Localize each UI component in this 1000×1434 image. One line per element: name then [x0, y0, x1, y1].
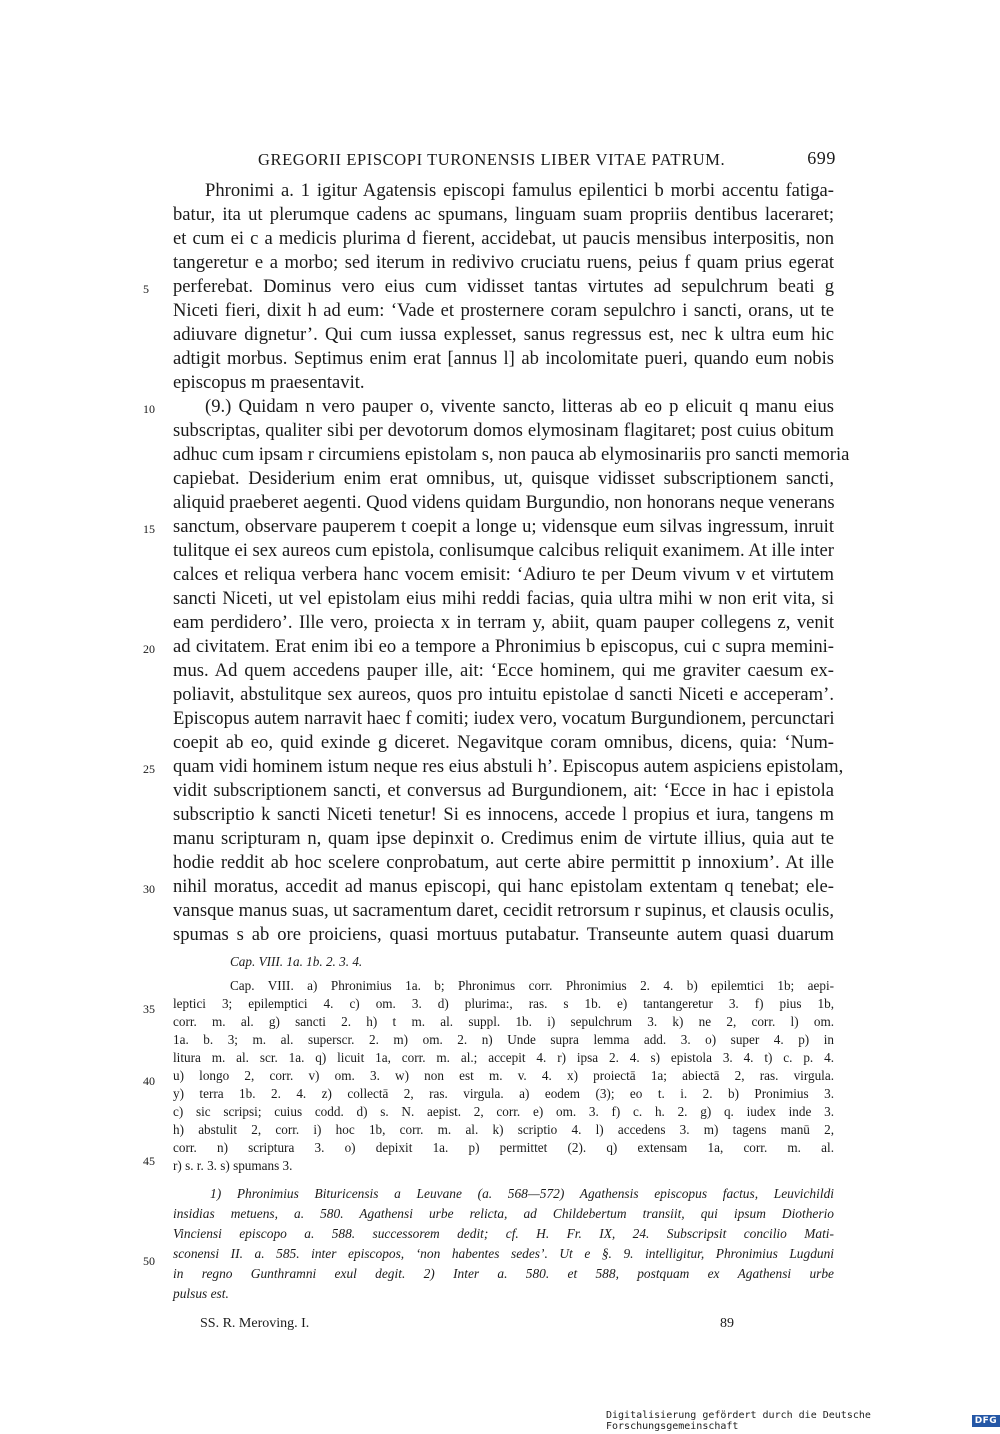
text-line: vidit subscriptionem sancti, et conversus ad Burgundionem, ait: ‘Ecce in hac i epistola: [173, 780, 834, 801]
line-number: 40: [143, 1074, 155, 1088]
text-line: mus. Ad quem accedens pauper ille, ait: ‘Ecce hominem, qui me graviter caesum ex-: [173, 660, 834, 681]
line-number: 45: [143, 1154, 155, 1168]
line-number: 30: [143, 882, 155, 896]
apparatus-line: r) s. r. 3. s) spumans 3.: [173, 1158, 293, 1173]
text-line: Niceti fieri, dixit h ad eum: ‘Vade et prosternere coram sepulchro i sancti, orans, ut te: [173, 300, 834, 321]
apparatus-line: 1a. b. 3; m. al. superscr. 2. m) om. 2. n) Unde supra lemma add. 3. o) super 4. p) in: [173, 1032, 834, 1047]
line-number: 35: [143, 1002, 155, 1016]
text-line: episcopus m praesentavit.: [173, 372, 365, 393]
line-number: 5: [143, 282, 149, 296]
text-line: subscriptio k sancti Niceti tenetur! Si es innocens, accede l propius et iura, tangens m: [173, 804, 834, 825]
apparatus-caption: Cap. VIII. 1a. 1b. 2. 3. 4.: [230, 954, 363, 969]
text-line: adiuvare dignetur’. Qui cum iussa explesset, sanus regressus est, nec k ultra eum hic: [173, 324, 834, 345]
line-number: 10: [143, 402, 155, 416]
apparatus-line: u) longo 2, corr. v) om. 3. w) non est m. v. 4. x) proiectā 1a; abiectā 2, ras. virgula.: [173, 1068, 834, 1083]
text-line: nihil moratus, accedit ad manus episcopi, qui hanc epistolam extentam q tenebat; ele-: [173, 876, 834, 897]
text-line: manu scripturam n, quam ipse depinxit o. Credimus enim de virtute illius, quia aut te: [173, 828, 834, 849]
apparatus-line: corr. m. al. g) sancti 2. h) t m. al. suppl. 1b. i) sepulchrum 3. k) ne 2, corr. l) om.: [173, 1014, 834, 1029]
text-line: tangeretur e a morbo; sed iterum in redivivo cruciatu ruens, peius f quam prius egerat: [173, 252, 834, 273]
line-number: 50: [143, 1254, 155, 1268]
text-line: Phronimi a. 1 igitur Agatensis episcopi famulus epilentici b morbi accentu fatiga-: [205, 180, 834, 201]
line-number: 20: [143, 642, 155, 656]
text-line: spumas s ab ore proiciens, quasi mortuus putabatur. Transeunte autem quasi duarum: [173, 924, 834, 945]
sheet-number: 89: [720, 1316, 734, 1331]
text-line: quam vidi hominem istum neque res eius abstuli h’. Episcopus autem aspiciens epistolam,: [173, 756, 844, 777]
apparatus-line: leptici 3; epilemptici 4. c) om. 3. d) plurima:, ras. s 1b. e) tantangeretur 3. f) pius 1b,: [173, 996, 834, 1011]
apparatus-line: litura m. al. scr. 1a. q) licuit 1a, corr. m. al.; accepit 4. r) ipsa 2. 4. s) epistola 3. 4. t) c. p. 4.: [173, 1050, 834, 1065]
apparatus-line: y) terra 1b. 2. 4. z) collectā 2, ras. virgula. a) eodem (3); eo t. i. 2. b) Pronimius 3.: [173, 1086, 834, 1101]
footnote-line: pulsus est.: [173, 1286, 229, 1301]
footnote-line: Vinciensi episcopo a. 588. successorem dedit; cf. H. Fr. IX, 24. Subscripsit concilio Mati-: [173, 1226, 834, 1241]
text-line: sanctum, observare pauperem t coepit a longe u; vidensque eum silvas ingressum, inruit: [173, 516, 834, 537]
text-line: calces et reliqua verbera hanc vocem emisit: ‘Adiuro te per Deum vivum v et virtutem: [173, 564, 834, 585]
footnote-line: in regno Gunthramni exul degit. 2) Inter a. 580. et 588, postquam ex Agathensi urbe: [173, 1266, 834, 1281]
text-line: adhuc cum ipsam r circumiens epistolam s, non pauca ab elymosinariis pro sancti memoria: [173, 444, 850, 465]
apparatus-line: corr. n) scriptura 3. o) depixit 1a. p) permittet (2). q) extensam 1a, corr. m. al.: [173, 1140, 834, 1155]
text-line: Episcopus autem narravit haec f comiti; iudex vero, vocatum Burgundionem, percunctari: [173, 708, 835, 729]
running-title: GREGORII EPISCOPI TURONENSIS LIBER VITAE PATRUM.: [258, 150, 726, 169]
signature-mark: SS. R. Meroving. I.: [200, 1316, 310, 1331]
running-header: [150, 150, 840, 176]
apparatus-line: Cap. VIII. a) Phronimius 1a. b; Phronimus corr. Phronimius 2. 4. b) epilemtici 1b; aepi-: [230, 978, 834, 993]
text-line: eam perdidero’. Ille vero, proiecta x in terram y, abiit, quam pauper collegens z, venit: [173, 612, 834, 633]
text-line: ad civitatem. Erat enim ibi eo a tempore a Phronimius b episcopus, cui c supra memini-: [173, 636, 834, 657]
text-line: coepit ab eo, quid exinde g diceret. Negavitque coram omnibus, dicens, quia: ‘Num-: [173, 732, 834, 753]
text-line: perferebat. Dominus vero eius cum vidisset tantas virtutes ad sepulchrum beati g: [173, 276, 834, 297]
apparatus-line: h) abstulit 2, corr. i) hoc 1b, corr. m. al. k) scriptio 4. l) accedens 3. m) tagens manū 2,: [173, 1122, 834, 1137]
apparatus-line: c) sic scripsi; cuius codd. d) s. N. aepist. 2, corr. e) om. 3. f) c. h. 2. g) q. iudex inde 3.: [173, 1104, 834, 1119]
text-line: poliavit, abstulitque sex aureos, quos pro intuitu epistolae d sancti Niceti e acceperam’.: [173, 684, 834, 705]
dfg-credit-text: Digitalisierung gefördert durch die Deutsche Forschungsgemeinschaft: [606, 1410, 871, 1432]
line-number: 15: [143, 522, 155, 536]
text-line: aliquid praeberet aegenti. Quod videns quidam Burgundio, non honorans neque venerans: [173, 492, 835, 513]
dfg-logo: DFG: [972, 1415, 1000, 1427]
footnote-line: insidias metuens, a. 580. Agathensi urbe relicta, ad Childebertum transiit, qui ipsum Diotherio: [173, 1206, 834, 1221]
text-line: (9.) Quidam n vero pauper o, vivente sancto, litteras ab eo p elicuit q manu eius: [205, 396, 834, 417]
dfg-credit: [606, 1410, 1000, 1432]
text-line: capiebat. Desiderium enim erat omnibus, ut, quisque vidisset subscriptionem sancti,: [173, 468, 834, 489]
text-line: vansque manus suas, ut sacramentum daret, cecidit retrorsum r supinus, et clausis oculis,: [173, 900, 834, 921]
footnote-line: 1) Phronimius Bituricensis a Leuvane (a. 568—572) Agathensis episcopus factus, Leuvichildi: [210, 1186, 834, 1201]
text-line: subscriptas, qualiter sibi per devotorum domos elymosinam flagitaret; post cuius obitum: [173, 420, 834, 441]
page-number: 699: [807, 148, 836, 168]
footnote-line: sconensi II. a. 585. inter episcopos, ‘non habentes sedes’. Ut e §. 9. intelligitur, Phronimius Lugduni: [173, 1246, 834, 1261]
text-line: tulitque ei sex aureos cum epistola, conlisumque calcibus reliquit exanimem. At ille inter: [173, 540, 834, 561]
line-number: 25: [143, 762, 155, 776]
text-line: sancti Niceti, ut vel epistolam eius mihi reddi facias, quia ultra mihi w non erit vita, si: [173, 588, 834, 609]
text-line: et cum ei c a medicis plurima d fierent, accidebat, ut paucis mensibus interpositis, non: [173, 228, 834, 249]
text-line: batur, ita ut plerumque cadens ac spumans, linguam suam propriis dentibus laceraret;: [173, 204, 834, 225]
text-line: adtigit morbus. Septimus enim erat [annus l] ab incolomitate pueri, quando eum nobis: [173, 348, 834, 369]
text-line: hodie reddit ab hoc scelere conprobatum, aut certe abire permittit p innoxium’. At ille: [173, 852, 834, 873]
